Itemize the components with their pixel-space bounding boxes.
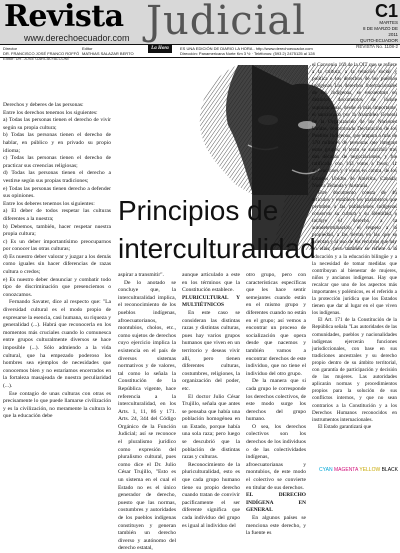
black-label: BLACK (381, 467, 398, 473)
paragraph: b) Debemos, también, hacer respetar nuestra propia cultura; (3, 223, 111, 238)
paragraph: El Estado garantizará que (318, 423, 372, 430)
logo-url: www.derechoecuador.com (24, 33, 130, 43)
yellow-label: YELLOW (359, 467, 381, 473)
paragraph: b) Todas las personas tienen el derecho de hablar, en público y en privado su propio idioma; (3, 132, 111, 154)
director-credit (3, 46, 79, 56)
masthead (0, 0, 400, 62)
logo-main: Revista (4, 0, 124, 34)
logo (4, 2, 154, 44)
paragraph: Entre los deberes tenemos los siguientes: (3, 200, 95, 207)
section-heading: EL DERECHO INDÍGENA EN GENERAL (246, 492, 306, 514)
column-4 (246, 272, 306, 538)
edition-box (354, 2, 398, 50)
article-title (118, 192, 316, 268)
paragraph: c) Todas las personas tienen el derecho de practicar sus creencias religiosas; (3, 155, 111, 169)
paragraph: aspirar a transmitir". (118, 272, 164, 278)
edition-code: C1 (374, 1, 398, 21)
publication-info (180, 46, 395, 56)
paragraph: De la manera que si cada grupo le corresponde los derechos colectivos, de este modo surge los derechos del grupo humano. (246, 378, 306, 423)
paragraph: a) Todas las personas tienen el derecho de vivir según su propia cultura; (3, 117, 111, 131)
edition-day: MARTES (379, 20, 398, 25)
brand-logo: La Hora (148, 45, 172, 53)
column-3 (182, 272, 240, 530)
column-5 (312, 62, 397, 431)
paragraph: Ese contagio de unas culturas con otras es precisamente lo que puede llamarse civilización y es la civilización, no meramente la cultura lo que la educación debe (3, 390, 111, 420)
sub-editor: Editor: DR. JOSÉ GARCÍA FALCONÍ (3, 56, 69, 61)
paragraph: El Art. 171 de la Constitución de la República señala "Las autoridades de las comunidades, pueblos y nacionalidades indígenas ejercerán funciones jurisdiccionales, con base en sus tradiciones ancestrales y su derecho propio dentro de su ámbito territorial, con garantía de participación y decisión de las mujeres. Las autoridades aplicarán normas y procedimientos propios para la solución de sus conflictos internos, y que no sean contrarios a la Constitución y a los Derechos Humanos reconocidos en instrumentos internacionales. (312, 317, 397, 423)
paragraph: Derechos y deberes de las personas: (3, 102, 84, 108)
paragraph: el Convenio 169 de la OIT que se refiere a la cultura, a la relación social y política e los derechos de los pueblos indígenas Los derechos internacionales de los indígenas, se encuentran en distintos documentos de índole supranacional, desde el más importante, el sancionado por la Asamblea General de la Organización de las Naciones Unidas, denominado Declaración de los Pueblos Indígenas, que ampara a más de 370 millones de personas que integran estos grupos; el texto se suscribió tras dos décadas de negociaciones, y fue ratificado con 143 votos a favor, 11 abstenciones y 4 votos en contra, de los Estados Unidos de América, Canadá, Nueva Zelanda y Australia. (312, 62, 397, 189)
info-line-2: Dirección: Panamericana Norte Km 3 ½ · Teléfonos: (593 2) 2475125 al 128 (180, 51, 315, 56)
paragraph: otro grupo, pero con características específicas que les hace sentir semejantes cuando están en el mismo grupo y diferentes cuando no están en el grupo; así vemos a encontrar un proceso de socialización que opera desde que nacemos y también vamos a encontrar derechos de este individuo, que no tiene el individuo del otro grupo. (246, 272, 306, 377)
paragraph: Reconocimiento de la pluriculturalidad, esto es que cada grupo humano tiene su propio derecho cuando tratan de convivir pacíficamente el ser diferente significa que cada individuo del grupo es igual al individuo del (182, 461, 240, 529)
edition-city: QUITO-ECUADOR (359, 38, 398, 43)
magenta-label: MAGENTA (333, 467, 359, 473)
column-2 (118, 272, 176, 553)
paragraph: d) Todas las personas tienen el derecho a vestirse según sus propias tradiciones; (3, 170, 111, 184)
editor-role: Editor (82, 46, 93, 51)
edition-date: 8 DE MARZO DE 2011 (362, 26, 398, 37)
paragraph: aunque articulado a este en los términos que la Constitución establece. (182, 272, 240, 294)
paragraph: De lo anotado se concluye que, la interculturalidad implica, el reconocimiento de los pueblos indígenas, afroecuatorianos, montubios, cholos, etc., como sujetos de derechos cuyo ejercicio implica la existencia en el país de diversos sistemas normativos y de valores, tal como lo señala la Constitución de la República vigente, hace referencia a la interculturalidad, en los Arts. 1, 11, 86 y 171. Arts. 24, 344 del Código Orgánico de la Función Judicial; así se reconoce el pluralismo jurídico como expresión del pluralismo cultural, pues como dice el Dr. Julio César Trujillo, "Esto es un sistema en el cual el Estado no es el único generador de derecho, puesto que las normas, costumbres y autoridades de los pueblos indígenas constituyen y generan también un derecho diverso y autónomo del derecho estatal, (118, 279, 176, 552)
editor-credit (82, 46, 134, 56)
title-line-2: interculturalidad (118, 233, 316, 264)
cyan-label: CYAN (319, 467, 333, 473)
paragraph: a) El deber de todos respetar las culturas diferentes a la nuestra; (3, 208, 111, 222)
title-line-1: Principios de (118, 195, 279, 226)
editor-name: MATHIAS SALAZAR BERTO (82, 51, 134, 56)
paragraph: Entre los derechos tenemos los siguientes: (3, 109, 98, 116)
paragraph: Fernando Savater, dice al respecto que: "La diversidad cultural es el modo propio de expresarse la esencia, casi humana, su riqueza y generalidad (...). Habrá que reconocerla en los momentos más cruciales cuando lo comunesca entre grupos culturalmente diversos se hace imposible (...). Sólo admiendo a la vida cultural, que ha empezado poderoso los hombres sea ejemplos de necesidades que conocemos bien y no estaríamos encerrados en la fortaleza masajeada de nuestra peculiaridad (...). (3, 299, 111, 389)
paragraph: O sea, los derechos colectivos son los derechos de los individuos o de las colectividades indígenas, afroecuatorianas y montubios, de este modo el colectivo se convierte en titular de sus derechos. (246, 423, 306, 491)
paragraph: En este caso se consideran las distintas razas y distintas culturas, pues hay varios grupos humanos que viven en un territorio y deseas vivir allí, pero tienen diferentes culturas, costumbres, religiones, la organización del poder, etc. (182, 309, 240, 392)
color-registration (300, 467, 398, 473)
section-heading: PLURICULTURAL Y MULTIÉTNICOS (182, 294, 240, 309)
paragraph: El doctor Julio César Trujillo, señala que antes se pensaba que había una población homogénea en un Estado, porque había una sola raza; pero luego se descubrió que la población de distintas razas y culturas. (182, 393, 240, 461)
paragraph: d) Es nuestro deber valorar y juzgar a los demás como iguales sin hacer diferencias de razas cultura o credos; (3, 253, 111, 276)
info-line-1: ES UNA EDICIÓN DE DIARIO LA HORA - http://www.derechoecuador.com (180, 46, 313, 51)
director-role: Director (3, 46, 18, 51)
paragraph: c) Es un deber importantísimo preocuparnos por conocer las otras culturas; (3, 238, 111, 253)
logo-secondary: Judicial (146, 0, 307, 44)
column-1 (3, 102, 111, 421)
paragraph: e) Es nuestro deber denunciar y combatir todo tipo de discriminación que presenciemos o conozcamos. (3, 276, 111, 298)
director-name: DR. FRANCISCO JOSÉ FRANCO ROFFÓ (3, 51, 80, 56)
paragraph: e) Todas las personas tienen derecho a defender sus opiniones. (3, 185, 111, 200)
edition-number: REVISTA No. 1108-2 (356, 44, 398, 49)
paragraph: Este documento consta de 46 artículos y establece los parámetros que permiten a las poblaciones indígenas conservar su cultura y su identidad, e incluye el derecho a la autodeterminación, el respeto a la propiedad, a las tierras en las que se asientan y al uso de los recursos que hay en ellas, pero también se refiere a la educación y a la educación bilingüe y a la necesidad de tomar medidas que contribuyan al bienestar de mujeres, niños y ancianos indígenas. Hay que recalcar que uno de los aspectos más importantes y polémicos, es el referido a la protección jurídica que los Estados tienen que dar al lugar en el que viven los indígenas. (312, 189, 397, 317)
paragraph: En algunos países se menciona este derecho, y la fuente es (246, 515, 306, 537)
